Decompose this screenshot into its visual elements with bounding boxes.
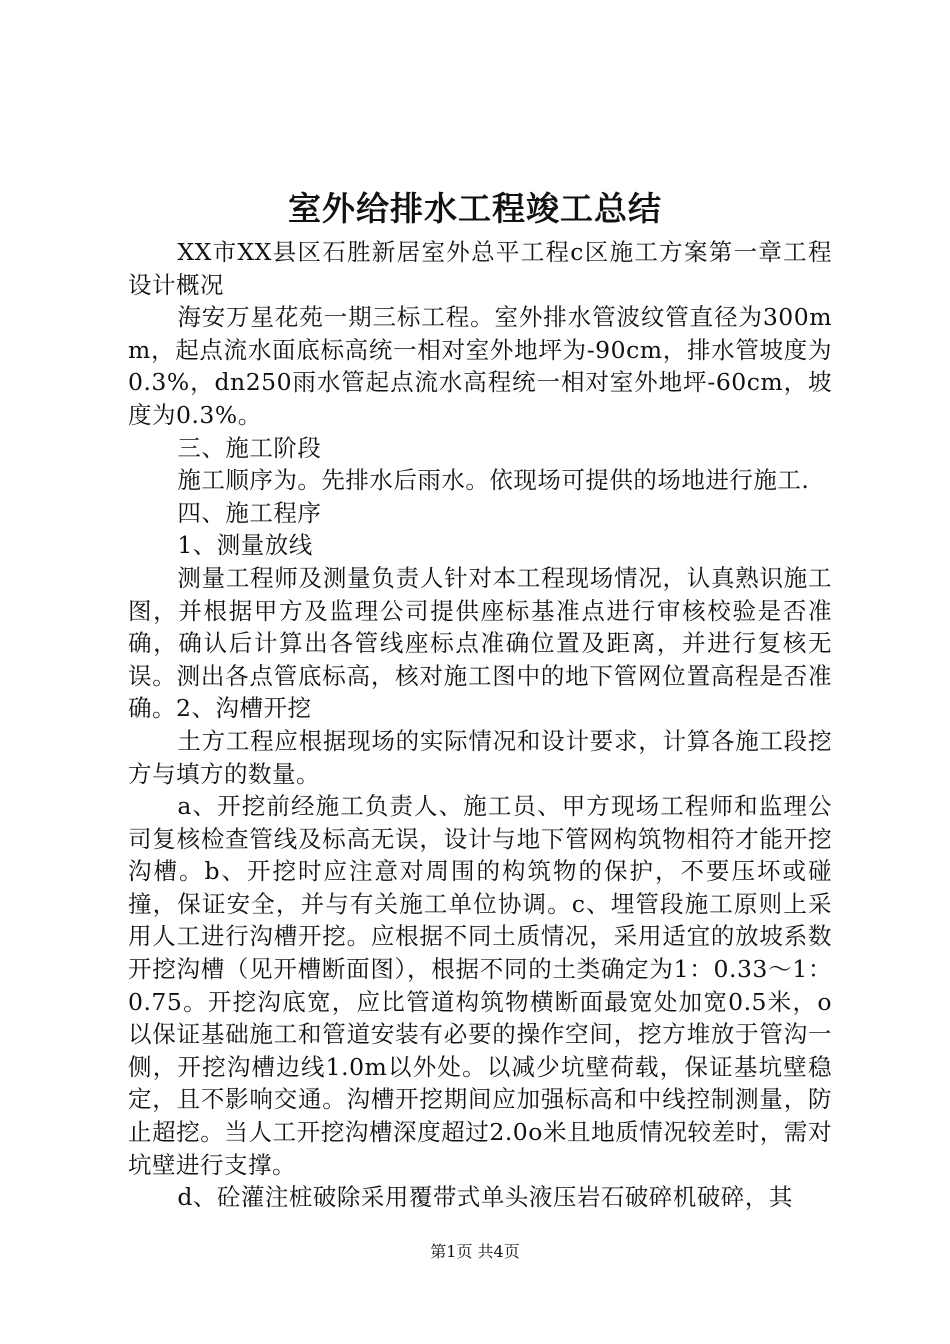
heading-survey-layout: 1、测量放线 [177, 531, 313, 560]
paragraph-construction-sequence: 施工顺序为。先排水后雨水。依现场可提供的场地进行施工. [177, 466, 810, 495]
paragraph-pile-removal: d、砼灌注桩破除采用覆带式单头液压岩石破碎机破碎，其 [177, 1183, 793, 1212]
heading-construction-stage: 三、施工阶段 [177, 433, 322, 462]
document-body [128, 236, 832, 1214]
document-title: 室外给排水工程竣工总结 [288, 189, 662, 228]
paragraph-earthwork: 土方工程应根据现场的实际情况和设计要求，计算各施工段挖方与填方的数量。 [128, 726, 832, 788]
paragraph-trench-excavation: a、开挖前经施工负责人、施工员、甲方现场工程师和监理公司复核检查管线及标高无误，设计与地下管网构筑物相符才能开挖沟槽。b、开挖时应注意对周围的构筑物的保护，不要压坏或碰撞，保证安全，并与有关施工单位协调。c、埋管段施工原则上采用人工进行沟槽开挖。应根据不同土质情况，采用适宜的放坡系数开挖沟槽（见开槽断面图），根据不同的土类确定为1：0.33～1：0.75。开挖沟底宽，应比管道构筑物横断面最宽处加宽0.5米，o以保证基础施工和管道安装有必要的操作空间，挖方堆放于管沟一侧，开挖沟槽边线1.0m以外处。以减少坑壁荷载，保证基坑壁稳定，且不影响交通。沟槽开挖期间应加强标高和中线控制测量，防止超挖。当人工开挖沟槽深度超过2.0o米且地质情况较差时，需对坑壁进行支撑。 [128, 792, 832, 1179]
paragraph-drainage-spec: 海安万星花苑一期三标工程。室外排水管波纹管直径为300mm，起点流水面底标高统一相对室外地坪为-90cm，排水管坡度为0.3%，dn250雨水管起点流水高程统一相对室外地坪-60cm，坡度为0.3%。 [128, 303, 832, 429]
page-number-footer: 第1页 共4页 [430, 1242, 520, 1261]
paragraph-project-overview: XX市XX县区石胜新居室外总平工程c区施工方案第一章工程设计概况 [128, 238, 832, 299]
heading-construction-procedure: 四、施工程序 [177, 498, 322, 527]
paragraph-survey-details: 测量工程师及测量负责人针对本工程现场情况，认真熟识施工图，并根据甲方及监理公司提供座标基准点进行审核校验是否准确，确认后计算出各管线座标点准确位置及距离，并进行复核无误。测出各点管底标高，核对施工图中的地下管网位置高程是否准确。2、沟槽开挖 [128, 563, 832, 723]
